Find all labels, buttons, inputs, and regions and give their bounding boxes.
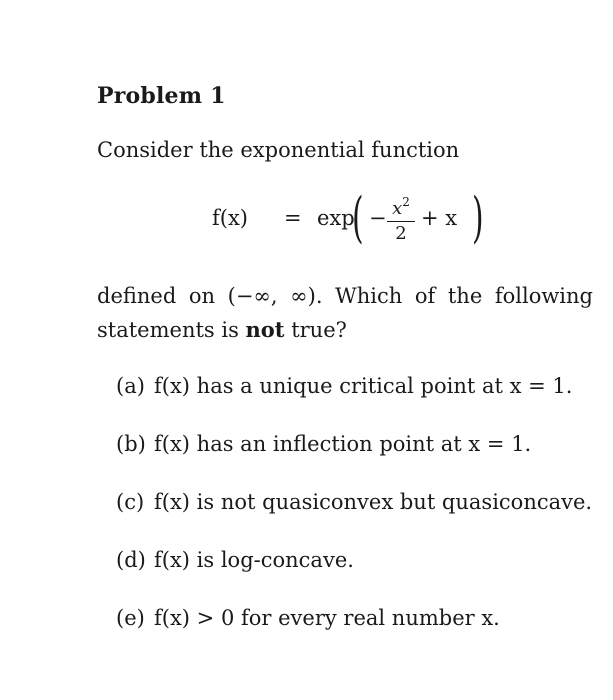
equation-exp: exp: [317, 206, 355, 230]
option-b: [116, 432, 531, 456]
fraction-bar: [387, 221, 415, 222]
option-label: (a): [116, 374, 145, 398]
intro-text: Consider the exponential function: [97, 138, 460, 162]
question-paragraph: [97, 279, 593, 347]
equation-lhs: f(x): [212, 206, 249, 230]
right-paren: ): [472, 186, 484, 249]
equation-plus-term: + x: [421, 206, 458, 230]
option-a: [116, 374, 572, 398]
equation-equals-sign: =: [284, 206, 302, 230]
option-label: (c): [116, 490, 145, 514]
option-e: [116, 606, 500, 630]
option-text: f(x) > 0 for every real number x.: [154, 606, 500, 630]
emphasis-not: not: [245, 317, 285, 342]
option-text: f(x) is log-concave.: [154, 548, 354, 572]
question-line: statements is not true?: [97, 317, 347, 342]
fraction-numerator: $x^2$: [392, 195, 410, 219]
option-label: (d): [116, 548, 146, 572]
option-text: f(x) is not quasiconvex but quasiconcave.: [154, 490, 593, 514]
equation-fraction: [387, 192, 415, 244]
domain-line: defined on (−∞, ∞). Which of the following: [97, 284, 593, 308]
problem-heading: Problem 1: [97, 83, 226, 109]
option-d: [116, 548, 354, 572]
option-label: (e): [116, 606, 145, 630]
equation-minus: −: [369, 206, 387, 230]
function-equation: [212, 186, 492, 262]
option-label: (b): [116, 432, 146, 456]
option-c: [116, 490, 592, 514]
fraction-denominator: 2: [395, 223, 407, 245]
left-paren: (: [352, 186, 364, 249]
option-text: f(x) has a unique critical point at x = 1.: [154, 374, 573, 398]
option-text: f(x) has an inflection point at x = 1.: [154, 432, 532, 456]
